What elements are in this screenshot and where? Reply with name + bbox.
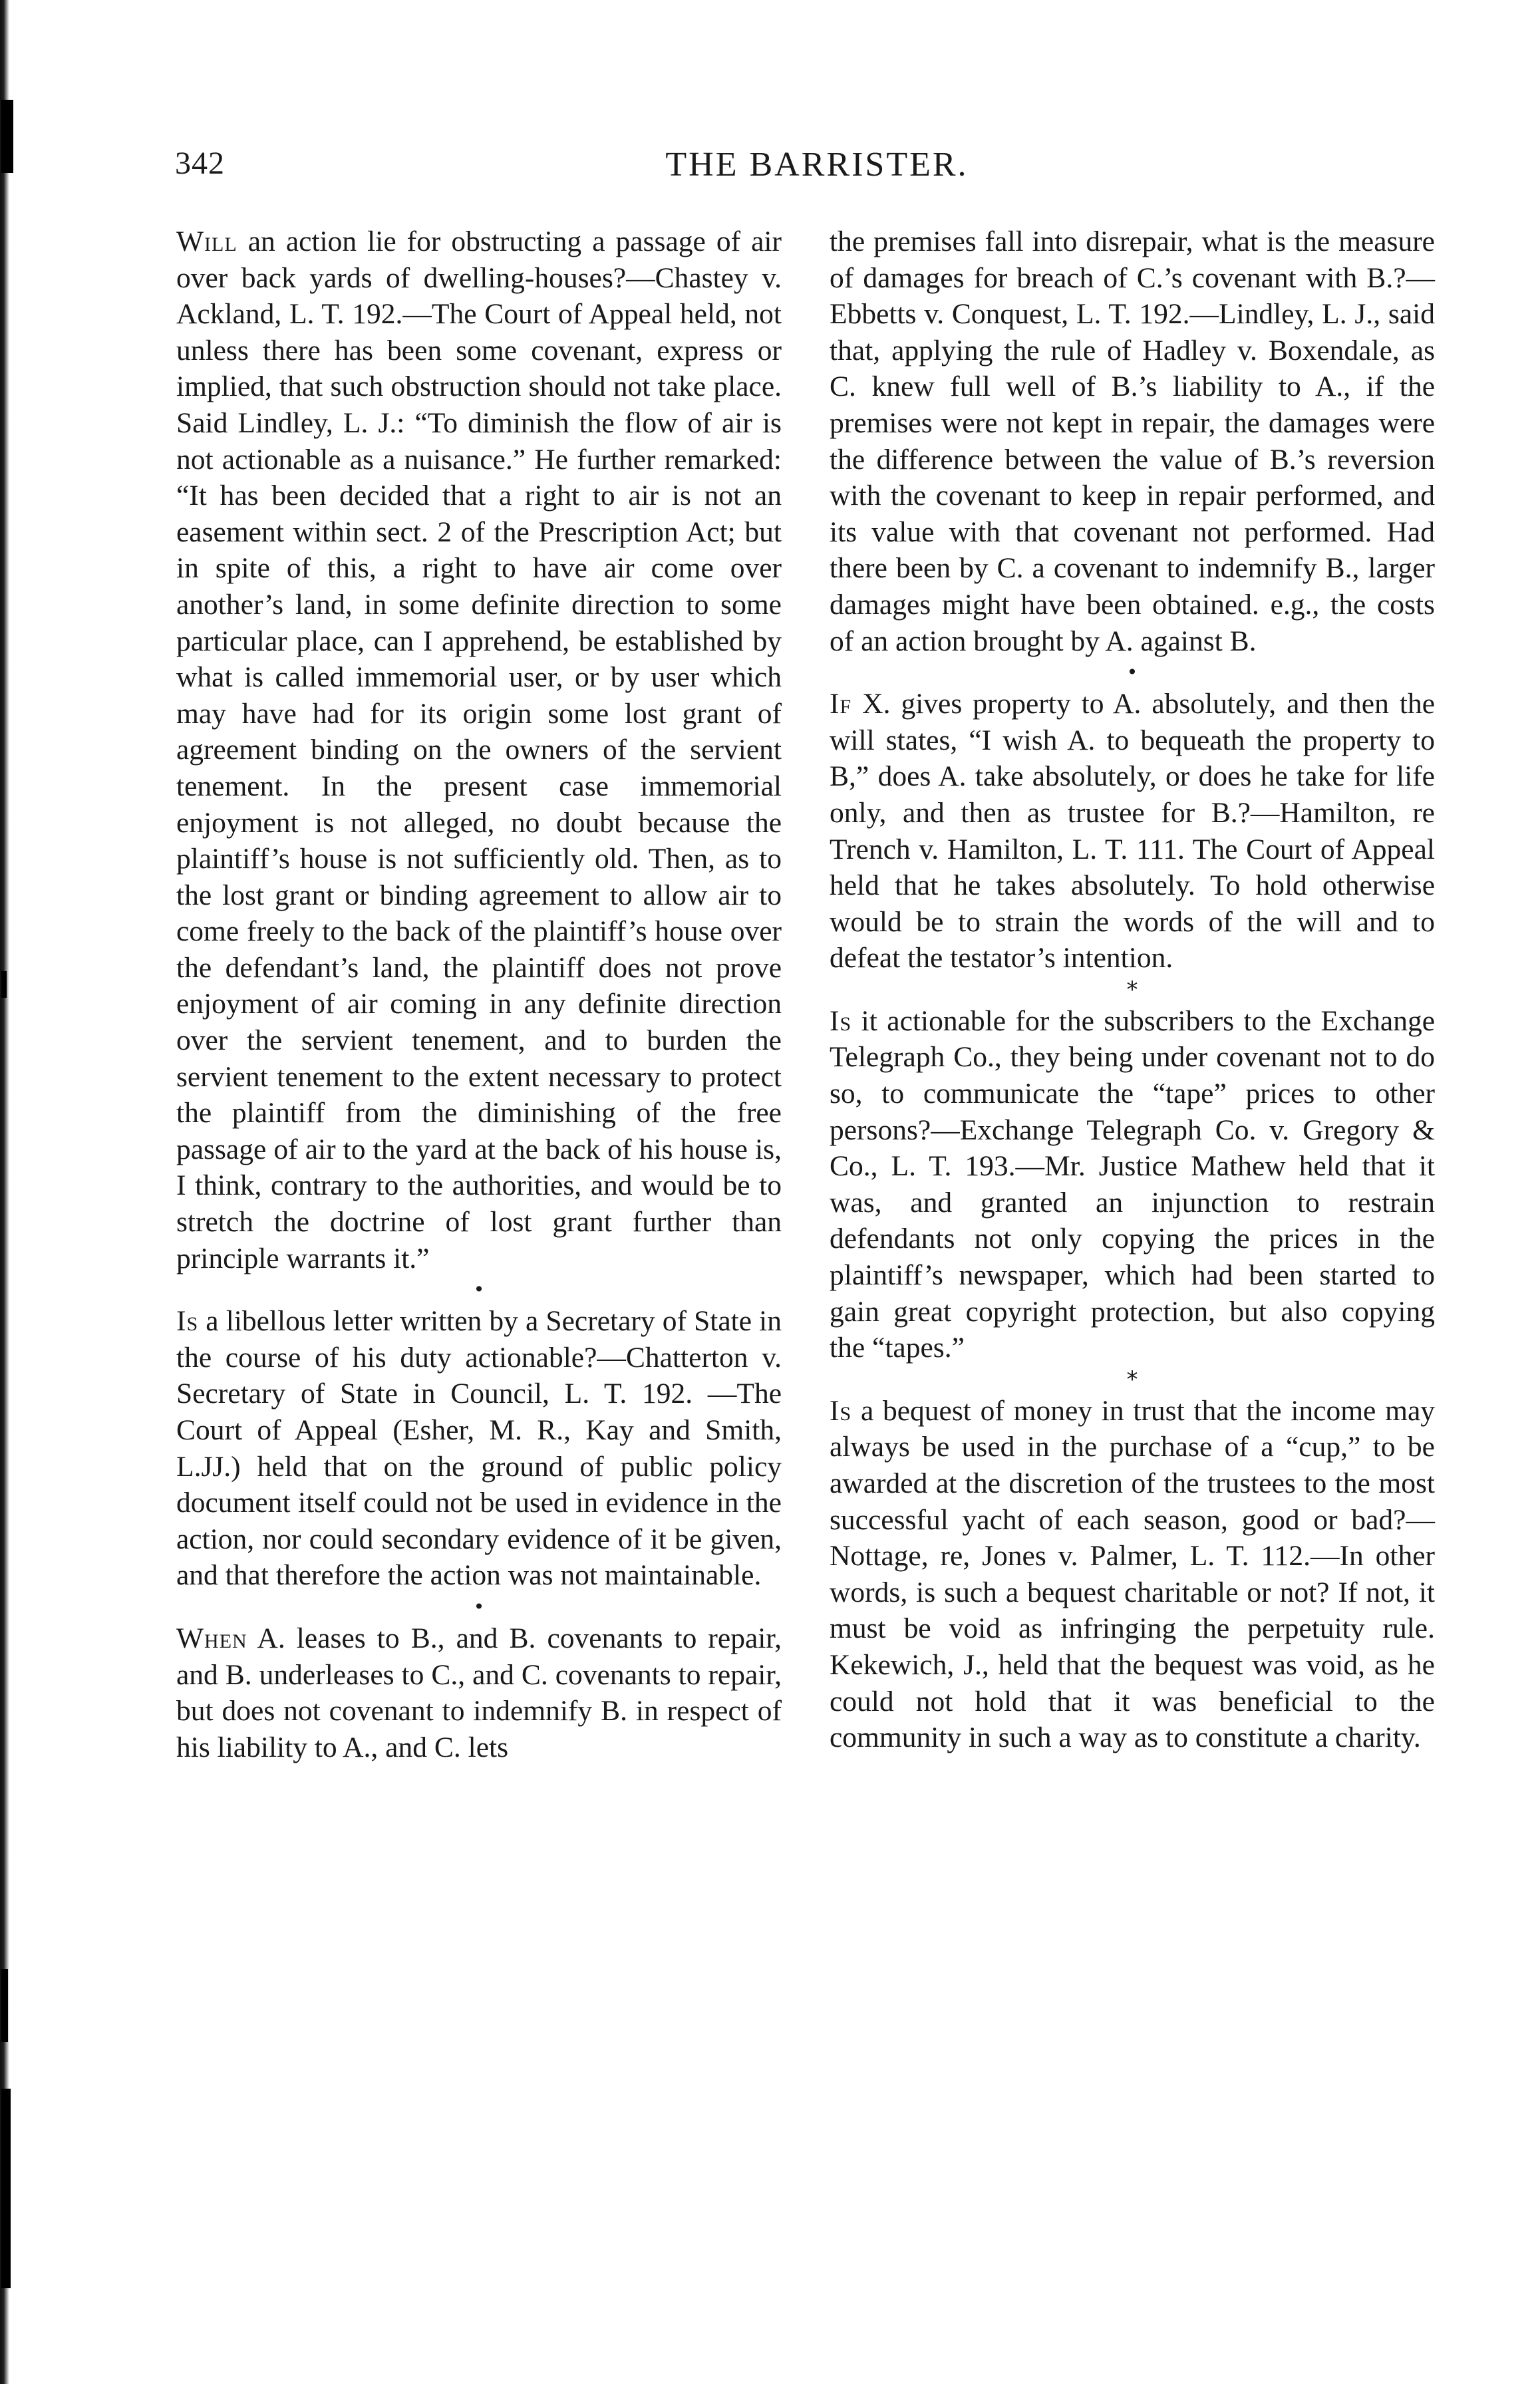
lead-word: When (176, 1622, 247, 1654)
article-text: the premises fall into disrepair, what is the measure of damages for breach of C.’s covenant with B.?—Ebbetts v. Conquest, L. T. 192.—Lindley, L. J., said that, applying the rule of Hadley v. Boxendale, as C. knew full well of B.’s liability to A., if the premises were not kept in repair, the damages were the difference between the value of B.’s reversion with the covenant to keep in repair performed, and its value with that covenant not performed. Had there been by C. a covenant to indemnify B., larger damages might have been obtained. e.g., the costs of an action brought by A. against B. (830, 225, 1435, 657)
scan-mark (1, 2089, 11, 2288)
scan-mark (1, 1969, 8, 2042)
lead-word: Is (176, 1305, 199, 1338)
separator-dot: • (473, 1278, 485, 1301)
article-text: it actionable for the subscribers to the Exchange Telegraph Co., they being under covenant not to do so, to communicate the “tape” prices to other persons?—Exchange Telegraph Co. v. Gregory & Co., L. T. 193.—Mr. Justice Mathew held that it was, and granted an injunction to restrain defendants not only copying the prices in the plaintiff’s newspaper, which had been started to gain great copyright protection, but also copying the “tapes.” (830, 1004, 1435, 1364)
lead-word: Will (176, 225, 237, 257)
scan-mark (1, 971, 7, 998)
lead-word: Is (830, 1004, 852, 1037)
article-text: X. gives property to A. absolutely, and then the will states, “I wish A. to bequeath the property to B,” does A. take absolutely, or does he take for life only, and then as trustee for B.?—Hamilton, re Trench v. Hamilton, L. T. 111. The Court of Appeal held that he takes absolutely. To hold otherwise would be to strain the words of the will and to defeat the testator’s intention. (830, 688, 1435, 974)
article-chastey (176, 224, 782, 1276)
article-ebbetts (176, 1620, 782, 1765)
lead-word: If (830, 688, 852, 720)
article-text: an action lie for obstructing a passage of air over back yards of dwelling-houses?—Chastey v. Ackland, L. T. 192.—The Court of Appeal held, not unless there has been some covenant, express or implied, that such obstruction should not take place. Said Lindley, L. J.: “To diminish the flow of air is not actionable as a nuisance.” He further remarked: “It has been decided that a right to air is not an easement within sect. 2 of the Prescription Act; but in spite of this, a right to have air come over another’s land, in some definite direction to some particular place, can I apprehend, be established by what is called immemorial user, or by user which may have had for its origin some lost grant of agreement binding on the owners of the servient tenement. In the present case immemorial enjoyment is not alleged, no doubt because the plaintiff’s house is not sufficiently old. Then, as to the lost grant or binding agreement to allow air to come freely to the back of the plaintiff’s house over the defendant’s land, the plaintiff does not prove enjoyment of air coming in any definite direction over the servient tenement, and to burden the servient tenement to the extent necessary to protect the plaintiff from the diminishing of the free passage of air to the yard at the back of his house is, I think, contrary to the authorities, and would be to stretch the doctrine of lost grant further than principle warrants it.” (176, 225, 782, 1274)
lead-word: Is (830, 1394, 852, 1427)
article-ebbetts-continued (830, 224, 1435, 659)
article-text: a bequest of money in trust that the income may always be used in the purchase of a “cup,” to be awarded at the discretion of the trustees to the most successful yacht of each season, good or bad?—Nottage, re, Jones v. Palmer, L. T. 112.—In other words, is such a bequest charitable or not? If not, it must be void as infringing the perpetuity rule. Kekewich, J., held that the bequest was void, as he could not hold that it was beneficial to the community in such a way as to constitute a charity. (830, 1394, 1436, 1754)
article-text: a libellous letter written by a Secretary of State in the course of his duty actionable?—Chatterton v. Secretary of State in Council, L. T. 192. —The Court of Appeal (Esher, M. R., Kay and Smith, L.JJ.) held that on the ground of public policy document itself could not be used in evidence in the action, nor could secondary evidence of it be given, and that therefore the action was not maintainable. (176, 1305, 782, 1592)
page-header (168, 145, 1465, 205)
article-chatterton (176, 1303, 782, 1594)
separator-dot: • (1126, 661, 1138, 684)
separator-star: * (1126, 1366, 1138, 1393)
left-column (176, 224, 782, 1765)
page-number: 342 (175, 146, 225, 181)
article-nottage (830, 1393, 1435, 1756)
separator-star: * (1126, 976, 1138, 1003)
right-column (830, 224, 1435, 1756)
page-title: THE BARRISTER. (665, 146, 969, 184)
article-hamilton (830, 686, 1435, 976)
article-text: A. leases to B., and B. covenants to repair, and B. underleases to C., and C. covenants to repair, but does not covenant to indemnify B. in respect of his liability to A., and C. lets (176, 1622, 782, 1763)
article-exchange-telegraph (830, 1003, 1435, 1366)
separator-dot: • (473, 1595, 485, 1618)
scan-mark (1, 100, 13, 173)
